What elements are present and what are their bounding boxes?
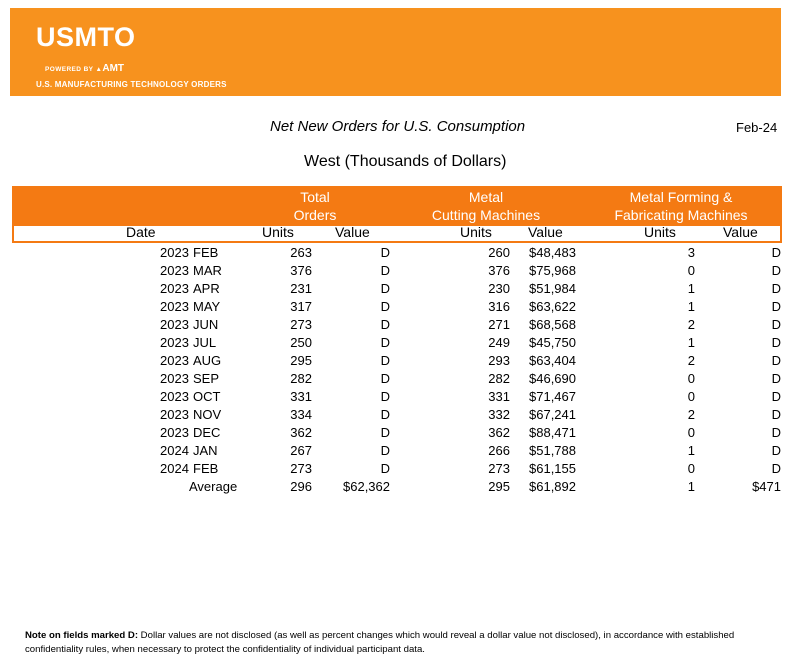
cell-month: FEB — [193, 461, 219, 476]
cell-cv: $88,471 — [529, 425, 576, 440]
cell-fv: D — [771, 299, 781, 314]
table-row — [0, 352, 800, 370]
powered-by-amt — [45, 63, 124, 74]
col-cut-value: Value — [528, 224, 563, 240]
cell-year: 2024 — [160, 443, 189, 458]
avg-cu: 295 — [488, 479, 510, 494]
cell-fv: D — [771, 245, 781, 260]
cell-fv: D — [771, 425, 781, 440]
cell-fu: 2 — [687, 317, 695, 332]
cell-cu: 260 — [488, 245, 510, 260]
cell-cv: $68,568 — [529, 317, 576, 332]
powered-by-label: POWERED BY — [45, 66, 94, 73]
table-row — [0, 280, 800, 298]
cell-tv: D — [380, 317, 390, 332]
cell-cu: 282 — [488, 371, 510, 386]
cell-year: 2023 — [160, 299, 189, 314]
cell-fu: 1 — [687, 281, 695, 296]
avg-fu: 1 — [687, 479, 695, 494]
cell-month: JUL — [193, 335, 217, 350]
cell-cv: $61,155 — [529, 461, 576, 476]
table-row — [0, 334, 800, 352]
col-cut-units: Units — [460, 224, 492, 240]
cell-fv: D — [771, 371, 781, 386]
col-form-value: Value — [723, 224, 758, 240]
average-row — [0, 478, 800, 496]
brand-tagline: U.S. MANUFACTURING TECHNOLOGY ORDERS — [36, 80, 227, 89]
header-banner — [10, 8, 781, 96]
cell-tu: 317 — [290, 299, 312, 314]
cell-fv: D — [771, 317, 781, 332]
table-row — [0, 442, 800, 460]
cell-fu: 2 — [687, 407, 695, 422]
cell-cv: $67,241 — [529, 407, 576, 422]
cell-cu: 332 — [488, 407, 510, 422]
cell-year: 2023 — [160, 245, 189, 260]
table-row — [0, 460, 800, 478]
cell-month: MAY — [193, 299, 221, 314]
footnote-label: Note on fields marked D: — [25, 630, 139, 641]
col-total-value: Value — [335, 224, 370, 240]
cell-fu: 1 — [687, 335, 695, 350]
footnote — [25, 629, 785, 657]
avg-tu: 296 — [290, 479, 312, 494]
cell-tu: 334 — [290, 407, 312, 422]
cell-month: FEB — [193, 245, 219, 260]
cell-year: 2023 — [160, 335, 189, 350]
cell-fv: D — [771, 389, 781, 404]
cell-month: OCT — [193, 389, 221, 404]
avg-label: Average — [189, 479, 238, 494]
table-row — [0, 262, 800, 280]
cell-tv: D — [380, 335, 390, 350]
cell-cu: 293 — [488, 353, 510, 368]
cell-fv: D — [771, 407, 781, 422]
usmto-logo: USMTO — [36, 22, 136, 52]
cell-fu: 0 — [687, 263, 695, 278]
cell-fu: 0 — [687, 425, 695, 440]
footnote-text: Dollar values are not disclosed (as well as percent changes which would reveal a dollar value not disclosed), in accordance with established confidentiality rules, when necessary to protect the confidentiality of individual participant data. — [25, 630, 735, 655]
col-form-units: Units — [644, 224, 676, 240]
cell-fv: D — [771, 461, 781, 476]
cell-cu: 230 — [488, 281, 510, 296]
cell-fv: D — [771, 335, 781, 350]
cell-tu: 331 — [290, 389, 312, 404]
cell-cu: 266 — [488, 443, 510, 458]
cell-month: DEC — [193, 425, 221, 440]
cell-fu: 1 — [687, 443, 695, 458]
cell-tv: D — [380, 281, 390, 296]
cell-tu: 282 — [290, 371, 312, 386]
orders-table-body — [0, 244, 800, 496]
table-row — [0, 370, 800, 388]
cell-fu: 1 — [687, 299, 695, 314]
cell-tu: 362 — [290, 425, 312, 440]
cell-tu: 250 — [290, 335, 312, 350]
cell-year: 2023 — [160, 317, 189, 332]
cell-tv: D — [380, 353, 390, 368]
cell-cv: $63,404 — [529, 353, 576, 368]
cell-fu: 0 — [687, 389, 695, 404]
cell-tv: D — [380, 263, 390, 278]
cell-tu: 231 — [290, 281, 312, 296]
cell-cu: 249 — [488, 335, 510, 350]
cell-tv: D — [380, 425, 390, 440]
amt-brand: AMT — [102, 63, 125, 74]
cell-year: 2023 — [160, 263, 189, 278]
cell-cv: $71,467 — [529, 389, 576, 404]
col-date: Date — [126, 224, 156, 240]
cell-cv: $48,483 — [529, 245, 576, 260]
cell-tv: D — [380, 389, 390, 404]
amt-logo-icon: ▲ — [95, 66, 103, 73]
cell-year: 2024 — [160, 461, 189, 476]
cell-cv: $51,788 — [529, 443, 576, 458]
cell-fv: D — [771, 443, 781, 458]
table-row — [0, 406, 800, 424]
cell-month: AUG — [193, 353, 222, 368]
cell-year: 2023 — [160, 407, 189, 422]
cell-fv: D — [771, 263, 781, 278]
report-subtitle: West (Thousands of Dollars) — [304, 153, 507, 170]
cell-year: 2023 — [160, 281, 189, 296]
cell-cu: 376 — [488, 263, 510, 278]
report-date: Feb-24 — [736, 120, 778, 135]
cell-cv: $45,750 — [529, 335, 576, 350]
total-orders-header: Total Orders — [293, 189, 337, 223]
report-title: Net New Orders for U.S. Consumption — [270, 118, 526, 135]
cell-year: 2023 — [160, 371, 189, 386]
cell-cu: 316 — [488, 299, 510, 314]
cell-cu: 271 — [488, 317, 510, 332]
cell-cu: 362 — [488, 425, 510, 440]
cell-fv: D — [771, 281, 781, 296]
avg-fv: $471 — [752, 479, 781, 494]
cell-tv: D — [380, 443, 390, 458]
table-row — [0, 244, 800, 262]
cell-month: MAR — [193, 263, 222, 278]
cell-cv: $46,690 — [529, 371, 576, 386]
cell-fu: 2 — [687, 353, 695, 368]
cell-fv: D — [771, 353, 781, 368]
cell-tu: 295 — [290, 353, 312, 368]
table-row — [0, 316, 800, 334]
cell-year: 2023 — [160, 389, 189, 404]
cell-tu: 267 — [290, 443, 312, 458]
cell-tu: 273 — [290, 461, 312, 476]
cell-tv: D — [380, 299, 390, 314]
cell-month: JAN — [193, 443, 218, 458]
cell-month: JUN — [193, 317, 219, 332]
cell-tv: D — [380, 407, 390, 422]
cell-cv: $51,984 — [529, 281, 576, 296]
cell-tv: D — [380, 245, 390, 260]
table-row — [0, 424, 800, 442]
avg-cv: $61,892 — [529, 479, 576, 494]
col-total-units: Units — [262, 224, 294, 240]
cell-cv: $63,622 — [529, 299, 576, 314]
cell-tu: 273 — [290, 317, 312, 332]
cell-year: 2023 — [160, 353, 189, 368]
cell-cu: 331 — [488, 389, 510, 404]
cell-month: NOV — [193, 407, 222, 422]
cell-tv: D — [380, 371, 390, 386]
cell-fu: 0 — [687, 371, 695, 386]
cell-month: SEP — [193, 371, 220, 386]
cell-tu: 263 — [290, 245, 312, 260]
avg-tv: $62,362 — [343, 479, 390, 494]
cell-fu: 3 — [687, 245, 695, 260]
cell-cv: $75,968 — [529, 263, 576, 278]
metal-forming-header: Metal Forming & Fabricating Machines — [614, 189, 748, 223]
table-row — [0, 388, 800, 406]
cell-year: 2023 — [160, 425, 189, 440]
table-row — [0, 298, 800, 316]
cell-fu: 0 — [687, 461, 695, 476]
metal-cutting-header: Metal Cutting Machines — [431, 189, 541, 223]
cell-cu: 273 — [488, 461, 510, 476]
cell-tu: 376 — [290, 263, 312, 278]
cell-month: APR — [193, 281, 220, 296]
cell-tv: D — [380, 461, 390, 476]
